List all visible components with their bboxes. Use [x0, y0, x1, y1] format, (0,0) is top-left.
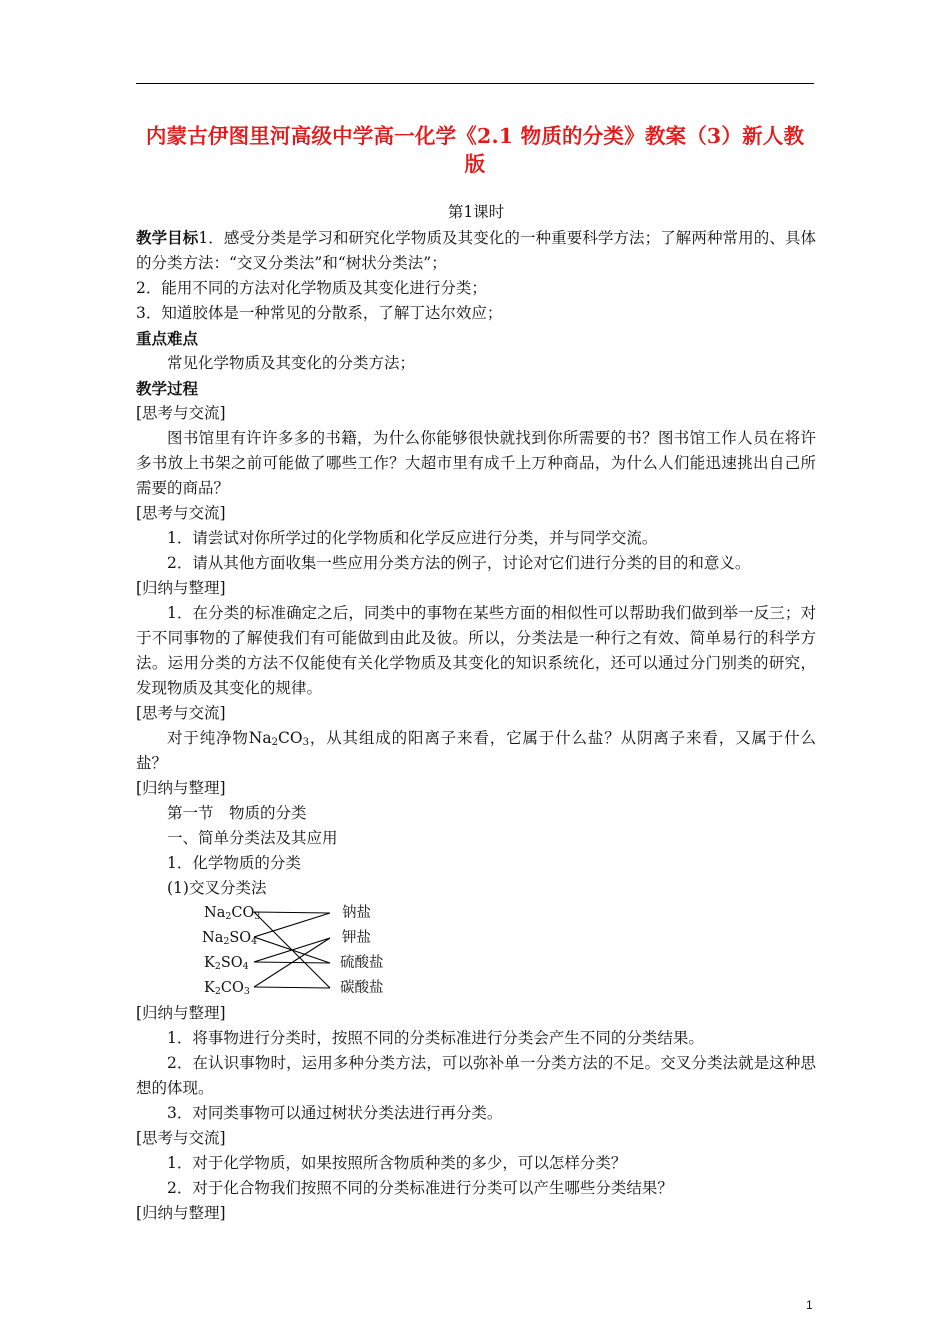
category-potassium-salt: 钾盐	[342, 930, 371, 946]
objectives-text-1: 1．感受分类是学习和研究化学物质及其变化的一种重要科学方法；了解两种常用的、具体的分类方法：“交叉分类法”和“树状分类法”；	[136, 229, 816, 272]
category-sodium-salt: 钠盐	[342, 905, 371, 921]
lesson-label: 第1课时	[447, 203, 505, 221]
cross-classification-diagram	[136, 901, 816, 1001]
section-tag: [思考与交流]	[136, 704, 226, 722]
compound-k2so4: $K_2SO_4$	[204, 955, 249, 972]
paragraph	[136, 726, 816, 776]
connector-line	[254, 987, 330, 988]
key-text: 常见化学物质及其变化的分类方法；	[167, 354, 416, 372]
text-run: 对于纯净物Na	[167, 729, 272, 747]
section-tag: [归纳与整理]	[136, 779, 226, 797]
list-item: 3．对同类事物可以通过树状分类法进行再分类。	[167, 1104, 503, 1122]
list-item: 2．请从其他方面收集一些应用分类方法的例子，讨论对它们进行分类的目的和意义。	[167, 554, 751, 572]
list-item: 1．化学物质的分类	[167, 854, 301, 872]
header-rule	[136, 83, 814, 84]
document-title: 内蒙古伊图里河高级中学高一化学《2.1 物质的分类》教案（3）新人教版	[145, 124, 805, 176]
section-tag: [归纳与整理]	[136, 579, 226, 597]
category-sulfate: 硫酸盐	[340, 955, 384, 971]
objectives-label: 教学目标	[136, 228, 199, 247]
section-tag: [思考与交流]	[136, 404, 226, 422]
connector-line	[254, 938, 330, 962]
list-item: 1．请尝试对你所学过的化学物质和化学反应进行分类，并与同学交流。	[167, 529, 658, 547]
objectives-item-2: 2．能用不同的方法对化学物质及其变化进行分类；	[136, 279, 487, 297]
section-tag: [思考与交流]	[136, 1129, 226, 1147]
connector-line	[254, 913, 330, 937]
list-item: 1．对于化学物质，如果按照所含物质种类的多少，可以怎样分类？	[167, 1154, 627, 1172]
compound-na2co3: $Na_2CO_3$	[204, 905, 261, 922]
subsection-heading: 一、简单分类法及其应用	[167, 829, 338, 847]
objectives-item-3: 3．知道胶体是一种常见的分散系，了解丁达尔效应；	[136, 304, 503, 322]
connector-line	[254, 912, 330, 913]
section-tag: [归纳与整理]	[136, 1204, 226, 1222]
section-tag: [归纳与整理]	[136, 1004, 226, 1022]
category-carbonate: 碳酸盐	[340, 980, 384, 996]
page-number: 1	[806, 1298, 813, 1312]
method-label: (1)交叉分类法	[167, 879, 267, 897]
process-label: 教学过程	[136, 379, 199, 398]
compound-k2co3: $K_2CO_3$	[204, 980, 250, 997]
list-item: 1．将事物进行分类时，按照不同的分类标准进行分类会产生不同的分类结果。	[167, 1029, 704, 1047]
compound-na2so4: $Na_2SO_4$	[202, 930, 258, 947]
document-body	[136, 200, 816, 1226]
key-label: 重点难点	[136, 329, 199, 348]
text-run: CO	[278, 729, 303, 747]
list-item: 2．在认识事物时，运用多种分类方法，可以弥补单一分类方法的不足。交叉分类法就是这种思想的体现。	[136, 1054, 816, 1097]
list-item: 2．对于化合物我们按照不同的分类标准进行分类可以产生哪些分类结果？	[167, 1179, 673, 1197]
text-run: ，从其组成的阳离子来看，它属于什么盐？从阴离子来看，又属于什么盐？	[136, 729, 816, 772]
section-heading: 第一节 物质的分类	[167, 804, 307, 822]
subscript: 2	[271, 737, 278, 748]
subscript: 3	[302, 737, 309, 748]
section-tag: [思考与交流]	[136, 504, 226, 522]
paragraph: 图书馆里有许许多多的书籍，为什么你能够很快就找到你所需要的书？图书馆工作人员在将许多书放上书架之前可能做了哪些工作？大超市里有成千上万种商品，为什么人们能迅速挑出自己所需要的商品？	[136, 429, 816, 497]
objectives-item-1	[136, 225, 816, 276]
paragraph: 1．在分类的标准确定之后，同类中的事物在某些方面的相似性可以帮助我们做到举一反三；对于不同事物的了解使我们有可能做到由此及彼。所以，分类法是一种行之有效、简单易行的科学方法。运用分类的方法不仅能使有关化学物质及其变化的知识系统化，还可以通过分门别类的研究，发现物质及其变化的规律。	[136, 604, 816, 697]
